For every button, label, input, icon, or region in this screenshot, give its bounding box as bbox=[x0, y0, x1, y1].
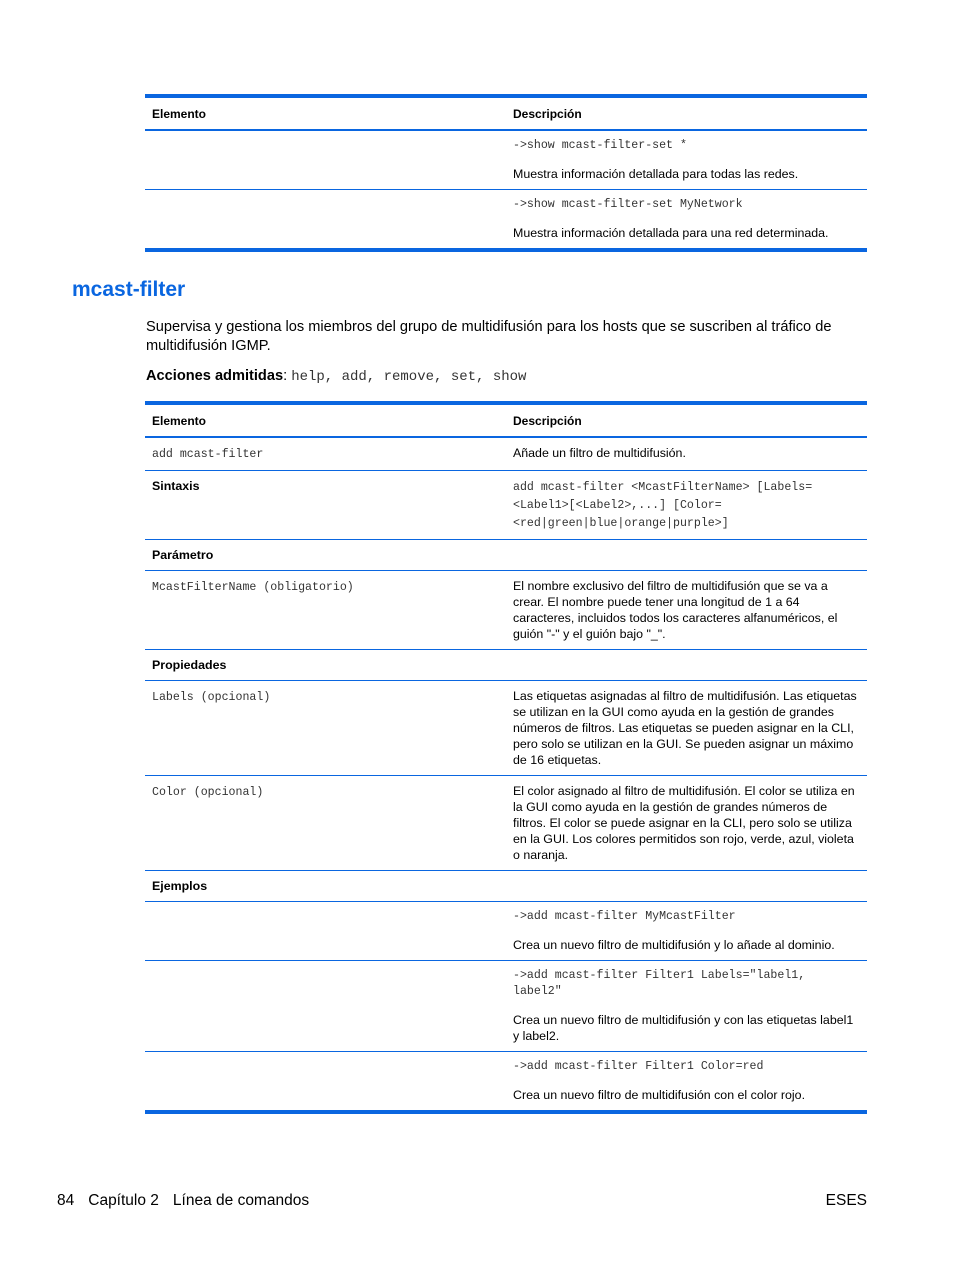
parameter-description: El nombre exclusivo del filtro de multidifusión que se va a crear. El nombre puede tener una longitud de 1 a 64 caracteres, incluidos todos los caracteres alfanuméricos, el guión "-" y el guión bajo "_". bbox=[513, 579, 838, 641]
table-row bbox=[145, 130, 867, 190]
command-description: Crea un nuevo filtro de multidifusión y con las etiquetas label1 y label2. bbox=[513, 1013, 854, 1043]
examples-label: Ejemplos bbox=[152, 879, 208, 893]
table-row bbox=[145, 540, 867, 571]
element-cell bbox=[145, 681, 506, 776]
element-cell bbox=[145, 571, 506, 650]
command-description: Muestra información detallada para una red determinada. bbox=[513, 226, 829, 240]
table-row bbox=[145, 1052, 867, 1113]
table-row bbox=[145, 961, 867, 1052]
footer-locale: ESES bbox=[825, 1192, 867, 1209]
add-command: add mcast-filter bbox=[152, 448, 264, 461]
table-row bbox=[145, 776, 867, 871]
element-cell bbox=[145, 437, 506, 471]
color-description: El color asignado al filtro de multidifusión. El color se utiliza en la GUI como ayuda en la gestión de grandes números de filtros. El color se puede asignar en la CLI, pero solo se utiliza en la GUI. Los colores permitidos son rojo, verde, azul, violeta o naranja. bbox=[513, 784, 855, 862]
actions-separator: : bbox=[283, 368, 292, 384]
mcast-filter-table bbox=[145, 401, 867, 1114]
show-examples-table bbox=[145, 94, 867, 252]
page-footer bbox=[57, 1192, 323, 1210]
table-row bbox=[145, 437, 867, 471]
actions-label: Acciones admitidas bbox=[146, 368, 284, 384]
properties-label: Propiedades bbox=[152, 658, 227, 672]
syntax-value: add mcast-filter <McastFilterName> [Labels=<Label1>[<Label2>,...] [Color=<red|green|blue|orange|purple>] bbox=[513, 481, 813, 530]
chapter-title: Línea de comandos bbox=[172, 1192, 310, 1209]
table-row bbox=[145, 571, 867, 650]
table-row bbox=[145, 681, 867, 776]
parameter-label: Parámetro bbox=[152, 548, 214, 562]
command-description: Muestra información detallada para todas las redes. bbox=[513, 167, 799, 181]
table-row bbox=[145, 871, 867, 902]
description-cell bbox=[506, 1052, 867, 1113]
command-example: ->add mcast-filter Filter1 Color=red bbox=[513, 1060, 764, 1073]
column-header-descripcion: Descripción bbox=[513, 414, 582, 428]
column-header-elemento: Elemento bbox=[152, 414, 207, 428]
table-row bbox=[145, 471, 867, 540]
table-row bbox=[145, 650, 867, 681]
section-intro: Supervisa y gestiona los miembros del grupo de multidifusión para los hosts que se suscriben al tráfico de multidifusión IGMP. bbox=[146, 319, 832, 354]
command-example: ->add mcast-filter Filter1 Labels="label1, label2" bbox=[513, 969, 806, 998]
description-cell bbox=[506, 871, 867, 902]
color-property: Color (opcional) bbox=[152, 786, 264, 799]
actions-value: help, add, remove, set, show bbox=[291, 369, 527, 385]
element-cell bbox=[145, 1052, 506, 1113]
description-cell bbox=[506, 471, 867, 540]
table-row bbox=[145, 190, 867, 251]
table-row bbox=[145, 902, 867, 961]
syntax-label: Sintaxis bbox=[152, 479, 200, 493]
command-example: ->show mcast-filter-set MyNetwork bbox=[513, 198, 743, 211]
chapter-label: Capítulo 2 bbox=[88, 1192, 159, 1209]
description-cell: Añade un filtro de multidifusión. bbox=[513, 446, 686, 460]
description-cell bbox=[506, 130, 867, 190]
table-header-row bbox=[145, 96, 867, 130]
element-cell bbox=[145, 130, 506, 190]
element-cell bbox=[145, 902, 506, 961]
labels-property: Labels (opcional) bbox=[152, 691, 271, 704]
page-number: 84 bbox=[57, 1192, 75, 1209]
command-example: ->show mcast-filter-set * bbox=[513, 139, 687, 152]
element-cell bbox=[145, 961, 506, 1052]
command-description: Crea un nuevo filtro de multidifusión con el color rojo. bbox=[513, 1088, 806, 1102]
column-header-elemento: Elemento bbox=[152, 107, 207, 121]
element-cell bbox=[145, 190, 506, 251]
parameter-name: McastFilterName (obligatorio) bbox=[152, 581, 354, 594]
command-example: ->add mcast-filter MyMcastFilter bbox=[513, 910, 736, 923]
command-description: Crea un nuevo filtro de multidifusión y lo añade al dominio. bbox=[513, 938, 835, 952]
description-cell bbox=[506, 902, 867, 961]
labels-description: Las etiquetas asignadas al filtro de multidifusión. Las etiquetas se utilizan en la GUI como ayuda en la gestión de grandes números de filtros. Las etiquetas se pueden asignar en la CLI, pero solo se utilizan en la GUI. Se pueden asignar un máximo de 16 etiquetas. bbox=[513, 689, 857, 767]
description-cell bbox=[506, 540, 867, 571]
description-cell bbox=[506, 650, 867, 681]
supported-actions bbox=[146, 368, 526, 385]
table-header-row bbox=[145, 403, 867, 437]
description-cell bbox=[506, 190, 867, 251]
description-cell bbox=[506, 961, 867, 1052]
section-title: mcast-filter bbox=[72, 278, 186, 301]
element-cell bbox=[145, 776, 506, 871]
column-header-descripcion: Descripción bbox=[513, 107, 582, 121]
